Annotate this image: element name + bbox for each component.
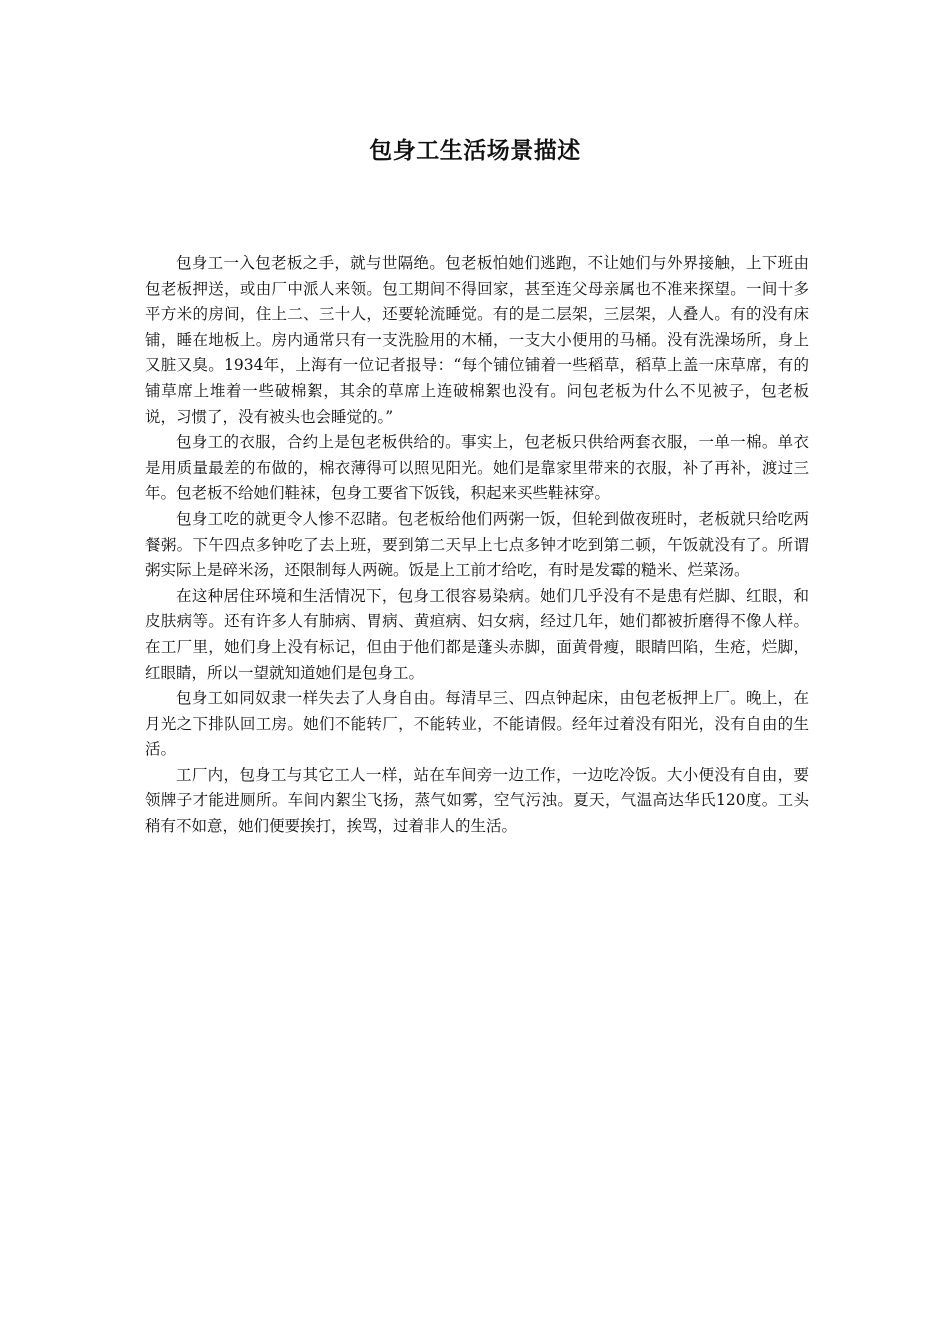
document-title: 包身工生活场景描述 bbox=[369, 138, 581, 164]
paragraph-factory: 工厂内，包身工与其它工人一样，站在车间旁一边工作，一边吃冷饭。大小便没有自由，要领牌子才能进厕所。车间内絮尘飞扬，蒸气如雾，空气污浊。夏天，气温高达华氏120度。工头稍有不如意，她们便要挨打，挨骂，过着非人的生活。 bbox=[145, 765, 809, 836]
paragraph-disease: 在这种居住环境和生活情况下，包身工很容易染病。她们几乎没有不是患有烂脚、红眼，和皮肤病等。还有许多人有肺病、胃病、黄疸病、妇女病，经过几年，她们都被折磨得不像人样。在工厂里，她们身上没有标记，但由于他们都是蓬头赤脚，面黄骨瘦，眼睛凹陷，生疮，烂脚，红眼睛，所以一望就知道她们是包身工。 bbox=[145, 586, 809, 682]
paragraph-clothing: 包身工的衣服，合约上是包老板供给的。事实上，包老板只供给两套衣服，一单一棉。单衣是用质量最差的布做的，棉衣薄得可以照见阳光。她们是靠家里带来的衣服，补了再补，渡过三年。包老板不给她们鞋袜，包身工要省下饭钱，积起来买些鞋袜穿。 bbox=[145, 433, 809, 503]
paragraph-housing: 包身工一入包老板之手，就与世隔绝。包老板怕她们逃跑，不让她们与外界接触，上下班由包老板押送，或由厂中派人来领。包工期间不得回家，甚至连父母亲属也不准来探望。一间十多平方米的房间，住上二、三十人，还要轮流睡觉。有的是二层架，三层架，人叠人。有的没有床铺，睡在地板上。房内通常只有一支洗脸用的木桶，一支大小便用的马桶。没有洗澡场所，身上又脏又臭。1934年，上海有一位记者报导：“每个铺位铺着一些稻草，稻草上盖一床草席，有的铺草席上堆着一些破棉絮，其余的草席上连破棉絮也没有。问包老板为什么不见被子，包老板说，习惯了，没有被头也会睡觉的。” bbox=[145, 254, 809, 426]
paragraph-food: 包身工吃的就更令人惨不忍睹。包老板给他们两粥一饭，但轮到做夜班时，老板就只给吃两餐粥。下午四点多钟吃了去上班，要到第二天早上七点多钟才吃到第二顿，午饭就没有了。所谓粥实际上是碎米汤，还限制每人两碗。饭是上工前才给吃，有时是发霉的糙米、烂菜汤。 bbox=[145, 509, 809, 580]
paragraph-freedom: 包身工如同奴隶一样失去了人身自由。每清早三、四点钟起床，由包老板押上厂。晚上，在月光之下排队回工房。她们不能转厂，不能转业，不能请假。经年过着没有阳光，没有自由的生活。 bbox=[145, 689, 809, 759]
document-body bbox=[145, 251, 809, 840]
